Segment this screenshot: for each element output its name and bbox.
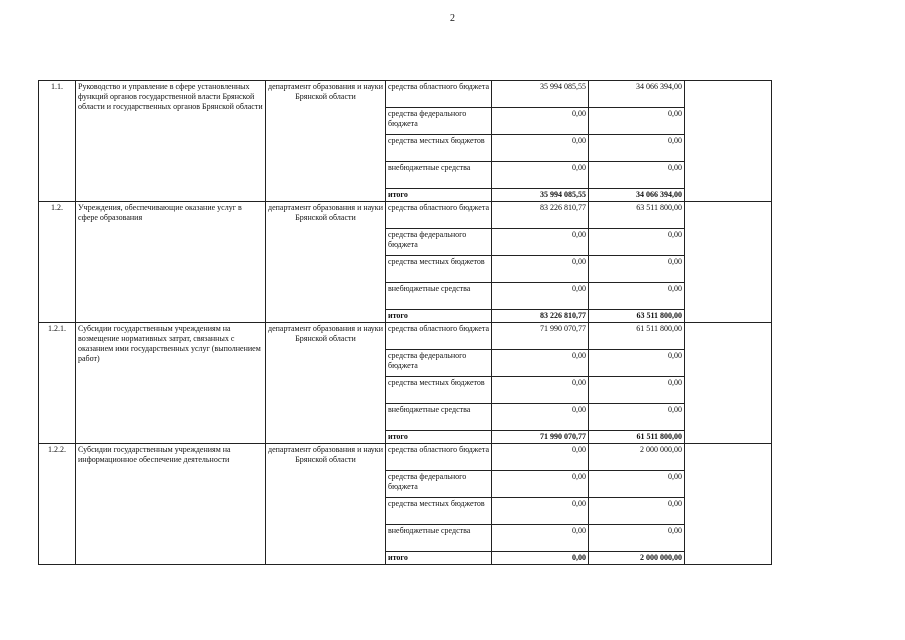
total-label: итого (386, 431, 492, 444)
funding-value-2: 34 066 394,00 (589, 81, 685, 108)
funding-source-label: внебюджетные средства (386, 404, 492, 431)
funding-source-label: средства местных бюджетов (386, 256, 492, 283)
item-number: 1.2. (39, 202, 76, 323)
funding-source-label: средства областного бюджета (386, 444, 492, 471)
funding-value-2: 0,00 (589, 135, 685, 162)
funding-source-label: средства местных бюджетов (386, 135, 492, 162)
funding-value-1: 0,00 (492, 135, 589, 162)
funding-value-2: 61 511 800,00 (589, 323, 685, 350)
funding-value-2: 0,00 (589, 229, 685, 256)
total-value-1: 0,00 (492, 552, 589, 565)
funding-source-label: средства федерального бюджета (386, 229, 492, 256)
funding-value-2: 0,00 (589, 525, 685, 552)
funding-source-label: средства федерального бюджета (386, 471, 492, 498)
funding-value-1: 35 994 085,55 (492, 81, 589, 108)
funding-value-1: 0,00 (492, 404, 589, 431)
funding-source-label: средства федерального бюджета (386, 108, 492, 135)
funding-source-label: средства федерального бюджета (386, 350, 492, 377)
funding-source-label: средства областного бюджета (386, 81, 492, 108)
budget-table (38, 80, 772, 565)
table-row (39, 202, 772, 229)
funding-value-1: 0,00 (492, 229, 589, 256)
total-value-2: 63 511 800,00 (589, 310, 685, 323)
funding-value-2: 2 000 000,00 (589, 444, 685, 471)
funding-value-1: 0,00 (492, 377, 589, 404)
item-name: Учреждения, обеспечивающие оказание услуг в сфере образования (76, 202, 266, 323)
funding-source-label: средства местных бюджетов (386, 498, 492, 525)
funding-value-1: 0,00 (492, 108, 589, 135)
funding-value-1: 0,00 (492, 350, 589, 377)
funding-value-2: 0,00 (589, 498, 685, 525)
item-name: Субсидии государственным учреждениям на возмещение нормативных затрат, связанных с оказанием ими государственных услуг (выполнением работ) (76, 323, 266, 444)
total-value-2: 2 000 000,00 (589, 552, 685, 565)
funding-value-1: 0,00 (492, 283, 589, 310)
empty-cell (685, 202, 772, 323)
funding-value-1: 71 990 070,77 (492, 323, 589, 350)
funding-value-1: 0,00 (492, 525, 589, 552)
empty-cell (685, 444, 772, 565)
funding-value-1: 0,00 (492, 444, 589, 471)
item-executor: департамент образования и науки Брянской области (266, 202, 386, 323)
item-name: Руководство и управление в сфере установленных функций органов государственной власти Брянской области и государственных органов Брянской области (76, 81, 266, 202)
item-number: 1.2.1. (39, 323, 76, 444)
funding-source-label: средства областного бюджета (386, 323, 492, 350)
total-label: итого (386, 189, 492, 202)
empty-cell (685, 323, 772, 444)
funding-source-label: внебюджетные средства (386, 162, 492, 189)
table-row (39, 323, 772, 350)
funding-value-2: 0,00 (589, 471, 685, 498)
funding-value-2: 63 511 800,00 (589, 202, 685, 229)
funding-value-2: 0,00 (589, 256, 685, 283)
funding-value-2: 0,00 (589, 377, 685, 404)
table-row (39, 81, 772, 108)
page-number: 2 (450, 13, 455, 24)
item-name: Субсидии государственным учреждениям на информационное обеспечение деятельности (76, 444, 266, 565)
empty-cell (685, 81, 772, 202)
funding-value-1: 83 226 810,77 (492, 202, 589, 229)
funding-source-label: внебюджетные средства (386, 525, 492, 552)
funding-value-2: 0,00 (589, 108, 685, 135)
funding-source-label: внебюджетные средства (386, 283, 492, 310)
total-value-2: 34 066 394,00 (589, 189, 685, 202)
funding-source-label: средства местных бюджетов (386, 377, 492, 404)
funding-value-1: 0,00 (492, 471, 589, 498)
funding-source-label: средства областного бюджета (386, 202, 492, 229)
funding-value-1: 0,00 (492, 498, 589, 525)
item-executor: департамент образования и науки Брянской области (266, 323, 386, 444)
item-number: 1.2.2. (39, 444, 76, 565)
funding-value-2: 0,00 (589, 162, 685, 189)
item-executor: департамент образования и науки Брянской области (266, 444, 386, 565)
total-label: итого (386, 310, 492, 323)
total-value-1: 71 990 070,77 (492, 431, 589, 444)
item-executor: департамент образования и науки Брянской области (266, 81, 386, 202)
funding-value-1: 0,00 (492, 162, 589, 189)
total-value-1: 83 226 810,77 (492, 310, 589, 323)
total-label: итого (386, 552, 492, 565)
table-row (39, 444, 772, 471)
funding-value-2: 0,00 (589, 404, 685, 431)
total-value-2: 61 511 800,00 (589, 431, 685, 444)
funding-value-2: 0,00 (589, 350, 685, 377)
item-number: 1.1. (39, 81, 76, 202)
total-value-1: 35 994 085,55 (492, 189, 589, 202)
funding-value-1: 0,00 (492, 256, 589, 283)
funding-value-2: 0,00 (589, 283, 685, 310)
